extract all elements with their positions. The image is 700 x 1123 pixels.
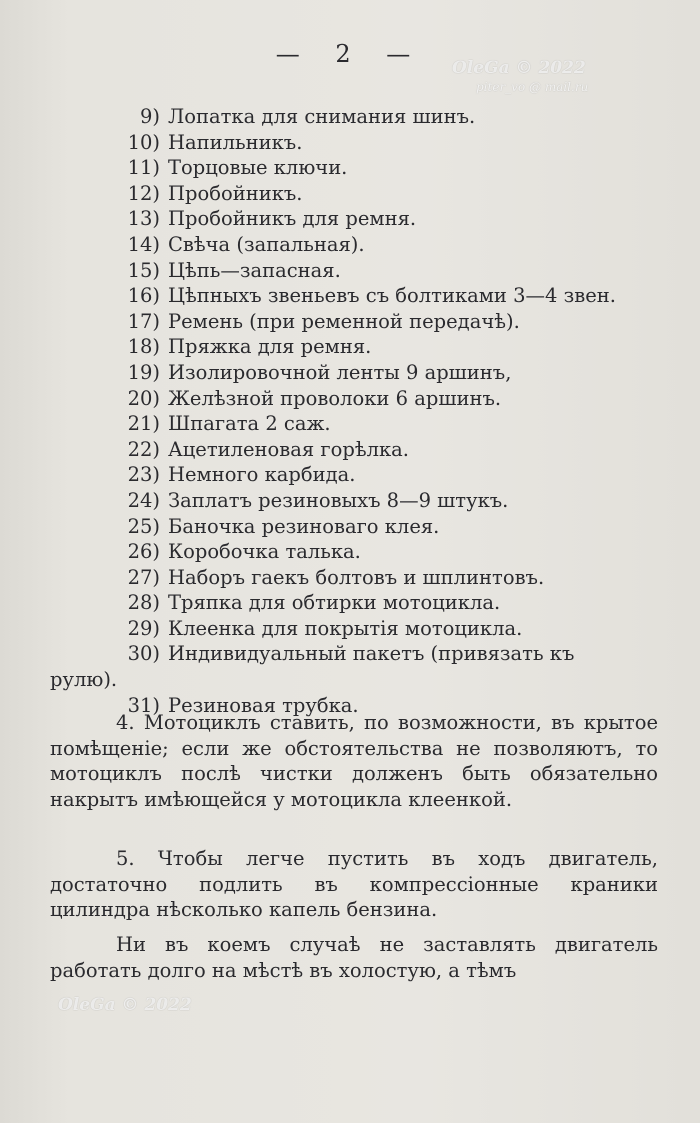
list-item <box>50 232 660 258</box>
item-text: Пряжка для ремня. <box>168 335 372 359</box>
item-number: 28) <box>127 591 160 615</box>
item-number: 29) <box>127 616 160 640</box>
list-item <box>50 155 660 181</box>
item-text: Желѣзной проволоки 6 аршинъ. <box>168 386 502 410</box>
item-number: 19) <box>127 360 160 384</box>
list-item <box>50 104 660 130</box>
item-text: рулю). <box>50 668 118 692</box>
item-text: Свѣча (запальная). <box>168 232 365 256</box>
list-item <box>50 130 660 156</box>
item-text: Лопатка для снимания шинъ. <box>168 105 476 128</box>
list-item <box>50 386 660 412</box>
item-number: 27) <box>127 565 160 589</box>
item-number: 22) <box>127 437 160 461</box>
list-item <box>50 206 660 232</box>
page-number: — 2 — <box>275 40 425 68</box>
paragraph-5: 5. Чтобы легче пустить въ ходъ двигатель, достаточно подлить въ компрессіонные краники цилиндра нѣсколько капель бензина. <box>50 847 658 922</box>
item-text: Клеенка для покрытія мотоцикла. <box>168 616 523 640</box>
item-number: 15) <box>127 258 160 282</box>
item-text: Ацетиленовая горѣлка. <box>168 437 409 461</box>
item-number: 23) <box>127 463 160 487</box>
item-text: Индивидуальный пакетъ (привязать къ <box>168 642 575 666</box>
item-text: Шпагата 2 саж. <box>168 412 331 436</box>
item-text: Немного карбида. <box>168 463 356 487</box>
item-text: Пробойникъ для ремня. <box>168 207 417 231</box>
list-item <box>50 565 660 591</box>
item-text: Пробойникъ. <box>168 181 303 205</box>
list-item <box>50 616 660 642</box>
list-item-continuation <box>50 667 660 693</box>
list-item <box>50 437 660 463</box>
item-text: Заплатъ резиновыхъ 8—9 штукъ. <box>168 488 509 512</box>
item-number: 14) <box>127 232 160 256</box>
item-text: Тряпка для обтирки мотоцикла. <box>168 591 501 615</box>
list-item <box>50 539 660 565</box>
item-number: 31) <box>127 693 160 717</box>
list-item <box>50 590 660 616</box>
item-number: 26) <box>127 540 160 564</box>
item-number: 10) <box>127 130 160 154</box>
item-text: Наборъ гаекъ болтовъ и шплинтовъ. <box>168 565 545 589</box>
list-item <box>50 309 660 335</box>
list-item <box>50 181 660 207</box>
item-text: Торцовые ключи. <box>168 156 348 180</box>
item-number: 12) <box>127 181 160 205</box>
list-item <box>50 334 660 360</box>
watermark-email: piter_vo @ mail.ru <box>476 80 589 94</box>
item-number: 11) <box>127 156 160 180</box>
list-item <box>50 360 660 386</box>
list-item <box>50 488 660 514</box>
list-item <box>50 462 660 488</box>
equipment-list <box>50 104 660 718</box>
item-text: Резиновая трубка. <box>168 693 359 717</box>
item-number: 25) <box>127 514 160 538</box>
item-number: 21) <box>127 412 160 436</box>
item-text: Цѣпь—запасная. <box>168 258 341 282</box>
item-number: 17) <box>127 309 160 333</box>
watermark-top: OleGa © 2022 <box>452 58 586 78</box>
item-text: Ремень (при ременной передачѣ). <box>168 309 520 333</box>
paragraph-6: Ни въ коемъ случаѣ не заставлять двигатель работать долго на мѣстѣ въ холостую, а тѣмъ <box>50 933 658 982</box>
item-text: Баночка резиноваго клея. <box>168 514 440 538</box>
item-text: Изолировочной ленты 9 аршинъ, <box>168 360 512 384</box>
item-number: 13) <box>127 207 160 231</box>
item-text: Коробочка талька. <box>168 540 361 564</box>
item-text: Напильникъ. <box>168 130 303 154</box>
item-number: 18) <box>127 335 160 359</box>
item-number: 20) <box>127 386 160 410</box>
item-text: Цѣпныхъ звеньевъ съ болтиками 3—4 звен. <box>168 284 616 308</box>
list-item <box>50 283 660 309</box>
paragraph-4: 4. Мотоциклъ ставить, по возможности, въ крытое помѣщеніе; если же обстоятельства не позволяютъ, то мотоциклъ послѣ чистки долженъ быть обязательно накрытъ имѣющейся у мотоцикла клеенкой. <box>50 711 658 811</box>
list-item <box>50 641 660 667</box>
item-number: 30) <box>127 642 160 666</box>
item-number: 9) <box>139 105 160 128</box>
list-item <box>50 258 660 284</box>
item-number: 24) <box>127 488 160 512</box>
item-number: 16) <box>127 284 160 308</box>
watermark-bottom: OleGa © 2022 <box>58 995 192 1015</box>
list-item <box>50 411 660 437</box>
list-item <box>50 514 660 540</box>
